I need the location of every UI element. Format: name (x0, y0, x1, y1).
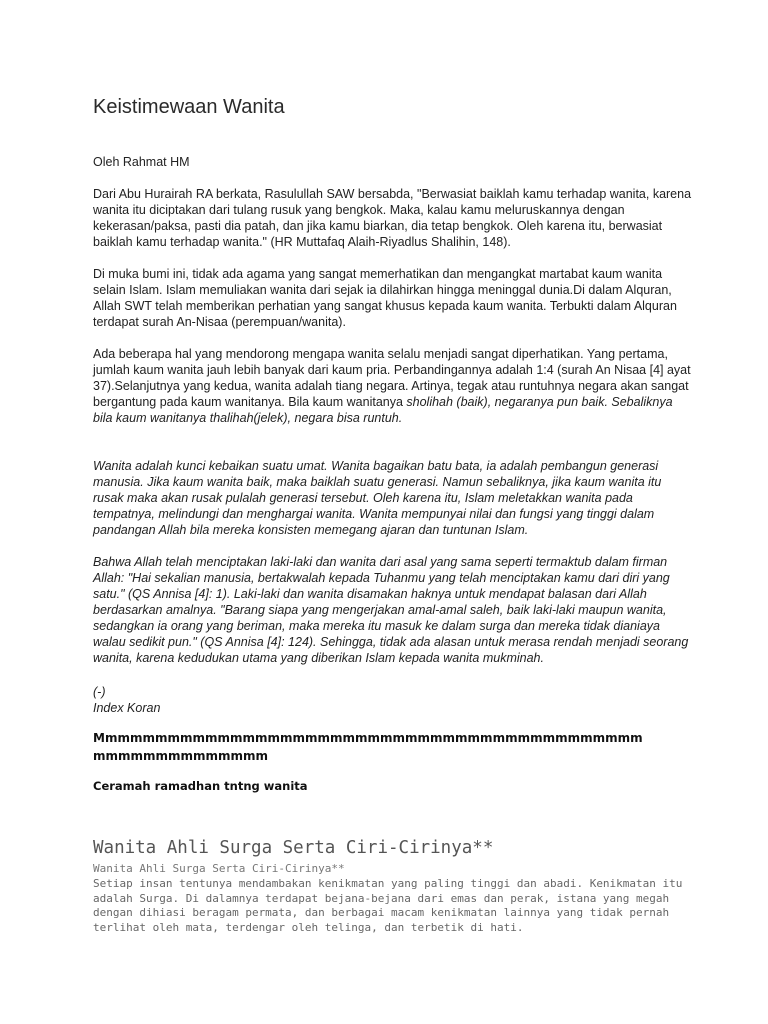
paragraph-3-plain: Ada beberapa hal yang mendorong mengapa wanita selalu menjadi sangat diperhatikan. Yang pertama, jumlah kaum wanita jauh lebih banyak dari kaum pria. Perbandingannya adalah 1:4 (surah An Nisaa [4] ayat 37).Selanjutnya yang kedua, wanita adalah tiang negara. Artinya, tegak atau runtuhnya negara akan sangat bergantung pada kaum wanitanya. Bila kaum wanitanya (93, 347, 691, 409)
paragraph-3-italic: sholihah (baik), negaranya pun baik. Sebaliknya bila kaum wanitanya thalihah(jelek), negara bisa runtuh. (93, 395, 673, 425)
signoff-source: Index Koran (93, 701, 161, 715)
paragraph-4: Wanita adalah kunci kebaikan suatu umat. Wanita bagaikan batu bata, ia adalah pembangun generasi manusia. Jika kaum wanita baik, maka baiklah suatu generasi. Namun sebaliknya, jika kaum wanita itu rusak maka akan rusak pulalah generasi tersebut. Oleh karena itu, Islam meletakkan wanita pada tempatnya, melindungi dan menghargai wanita. Wanita mempunyai nilai dan fungsi yang tinggi dalam pandangan Allah bila mereka konsisten memegang ajaran dan tuntunan Islam. (93, 459, 662, 537)
paragraph-5: Bahwa Allah telah menciptakan laki-laki dan wanita dari asal yang sama seperti termaktub dalam firman Allah: "Hai sekalian manusia, bertakwalah kepada Tuhanmu yang telah menciptakan kamu dari diri yang satu." (QS Annisa [4]: 1). Laki-laki dan wanita disamakan haknya untuk mendapat balasan dari Allah berdasarkan amalnya. "Barang siapa yang mengerjakan amal-amal saleh, baik laki-laki maupun wanita, sedangkan ia orang yang beriman, maka mereka itu masuk ke dalam surga dan mereka tidak dianiaya walau sedikit pun." (QS Annisa [4]: 124). Sehingga, tidak ada alasan untuk merasa rendah menjadi seorang wanita, karena kedudukan utama yang diberikan Islam kepada wanita mukminah. (93, 555, 689, 665)
ceramah-heading: Ceramah ramadhan tntng wanita (93, 779, 308, 793)
paragraph-1: Dari Abu Hurairah RA berkata, Rasulullah SAW bersabda, "Berwasiat baiklah kamu terhadap wanita, karena wanita itu diciptakan dari tulang rusuk yang bengkok. Maka, kalau kamu meluruskannya dengan kekerasan/paksa, pasti dia patah, dan jika kamu biarkan, dia tetap bengkok. Oleh karena itu, berwasiat baiklah kamu terhadap wanita." (HR Muttafaq Alaih-Riyadlus Shalihin, 148). (93, 187, 692, 249)
section-2-body: Setiap insan tentunya mendambakan kenikmatan yang paling tinggi dan abadi. Kenikmatan itu adalah Surga. Di dalamnya terdapat bejana-bejana dari emas dan perak, istana yang megah dengan dihiasi beragam permata, dan berbagai macam kenikmatan lainnya yang tidak pernah terlihat oleh mata, terdengar oleh telinga, dan terbetik di hati. (93, 877, 683, 934)
mmm-line: Mmmmmmmmmmmmmmmmmmmmmmmmmmmmmmmmmmmmmmmmmmmmmmmmmmmmmmmmmm (93, 731, 643, 763)
signoff (93, 684, 693, 716)
paragraph-3 (93, 346, 693, 426)
section-2-subtitle: Wanita Ahli Surga Serta Ciri-Cirinya** (93, 862, 345, 875)
paragraph-2: Di muka bumi ini, tidak ada agama yang sangat memerhatikan dan mengangkat martabat kaum wanita selain Islam. Islam memuliakan wanita dari sejak ia dilahirkan hingga meninggal dunia.Di dalam Alquran, Allah SWT telah memberikan perhatian yang sangat khusus kepada kaum wanita. Terbukti dalam Alquran terdapat surah An-Nisaa (perempuan/wanita). (93, 267, 677, 329)
section-2-title: Wanita Ahli Surga Serta Ciri-Cirinya** (93, 838, 494, 858)
signoff-mark: (-) (93, 685, 106, 699)
article-title: Keistimewaan Wanita (93, 96, 285, 118)
byline: Oleh Rahmat HM (93, 155, 190, 169)
